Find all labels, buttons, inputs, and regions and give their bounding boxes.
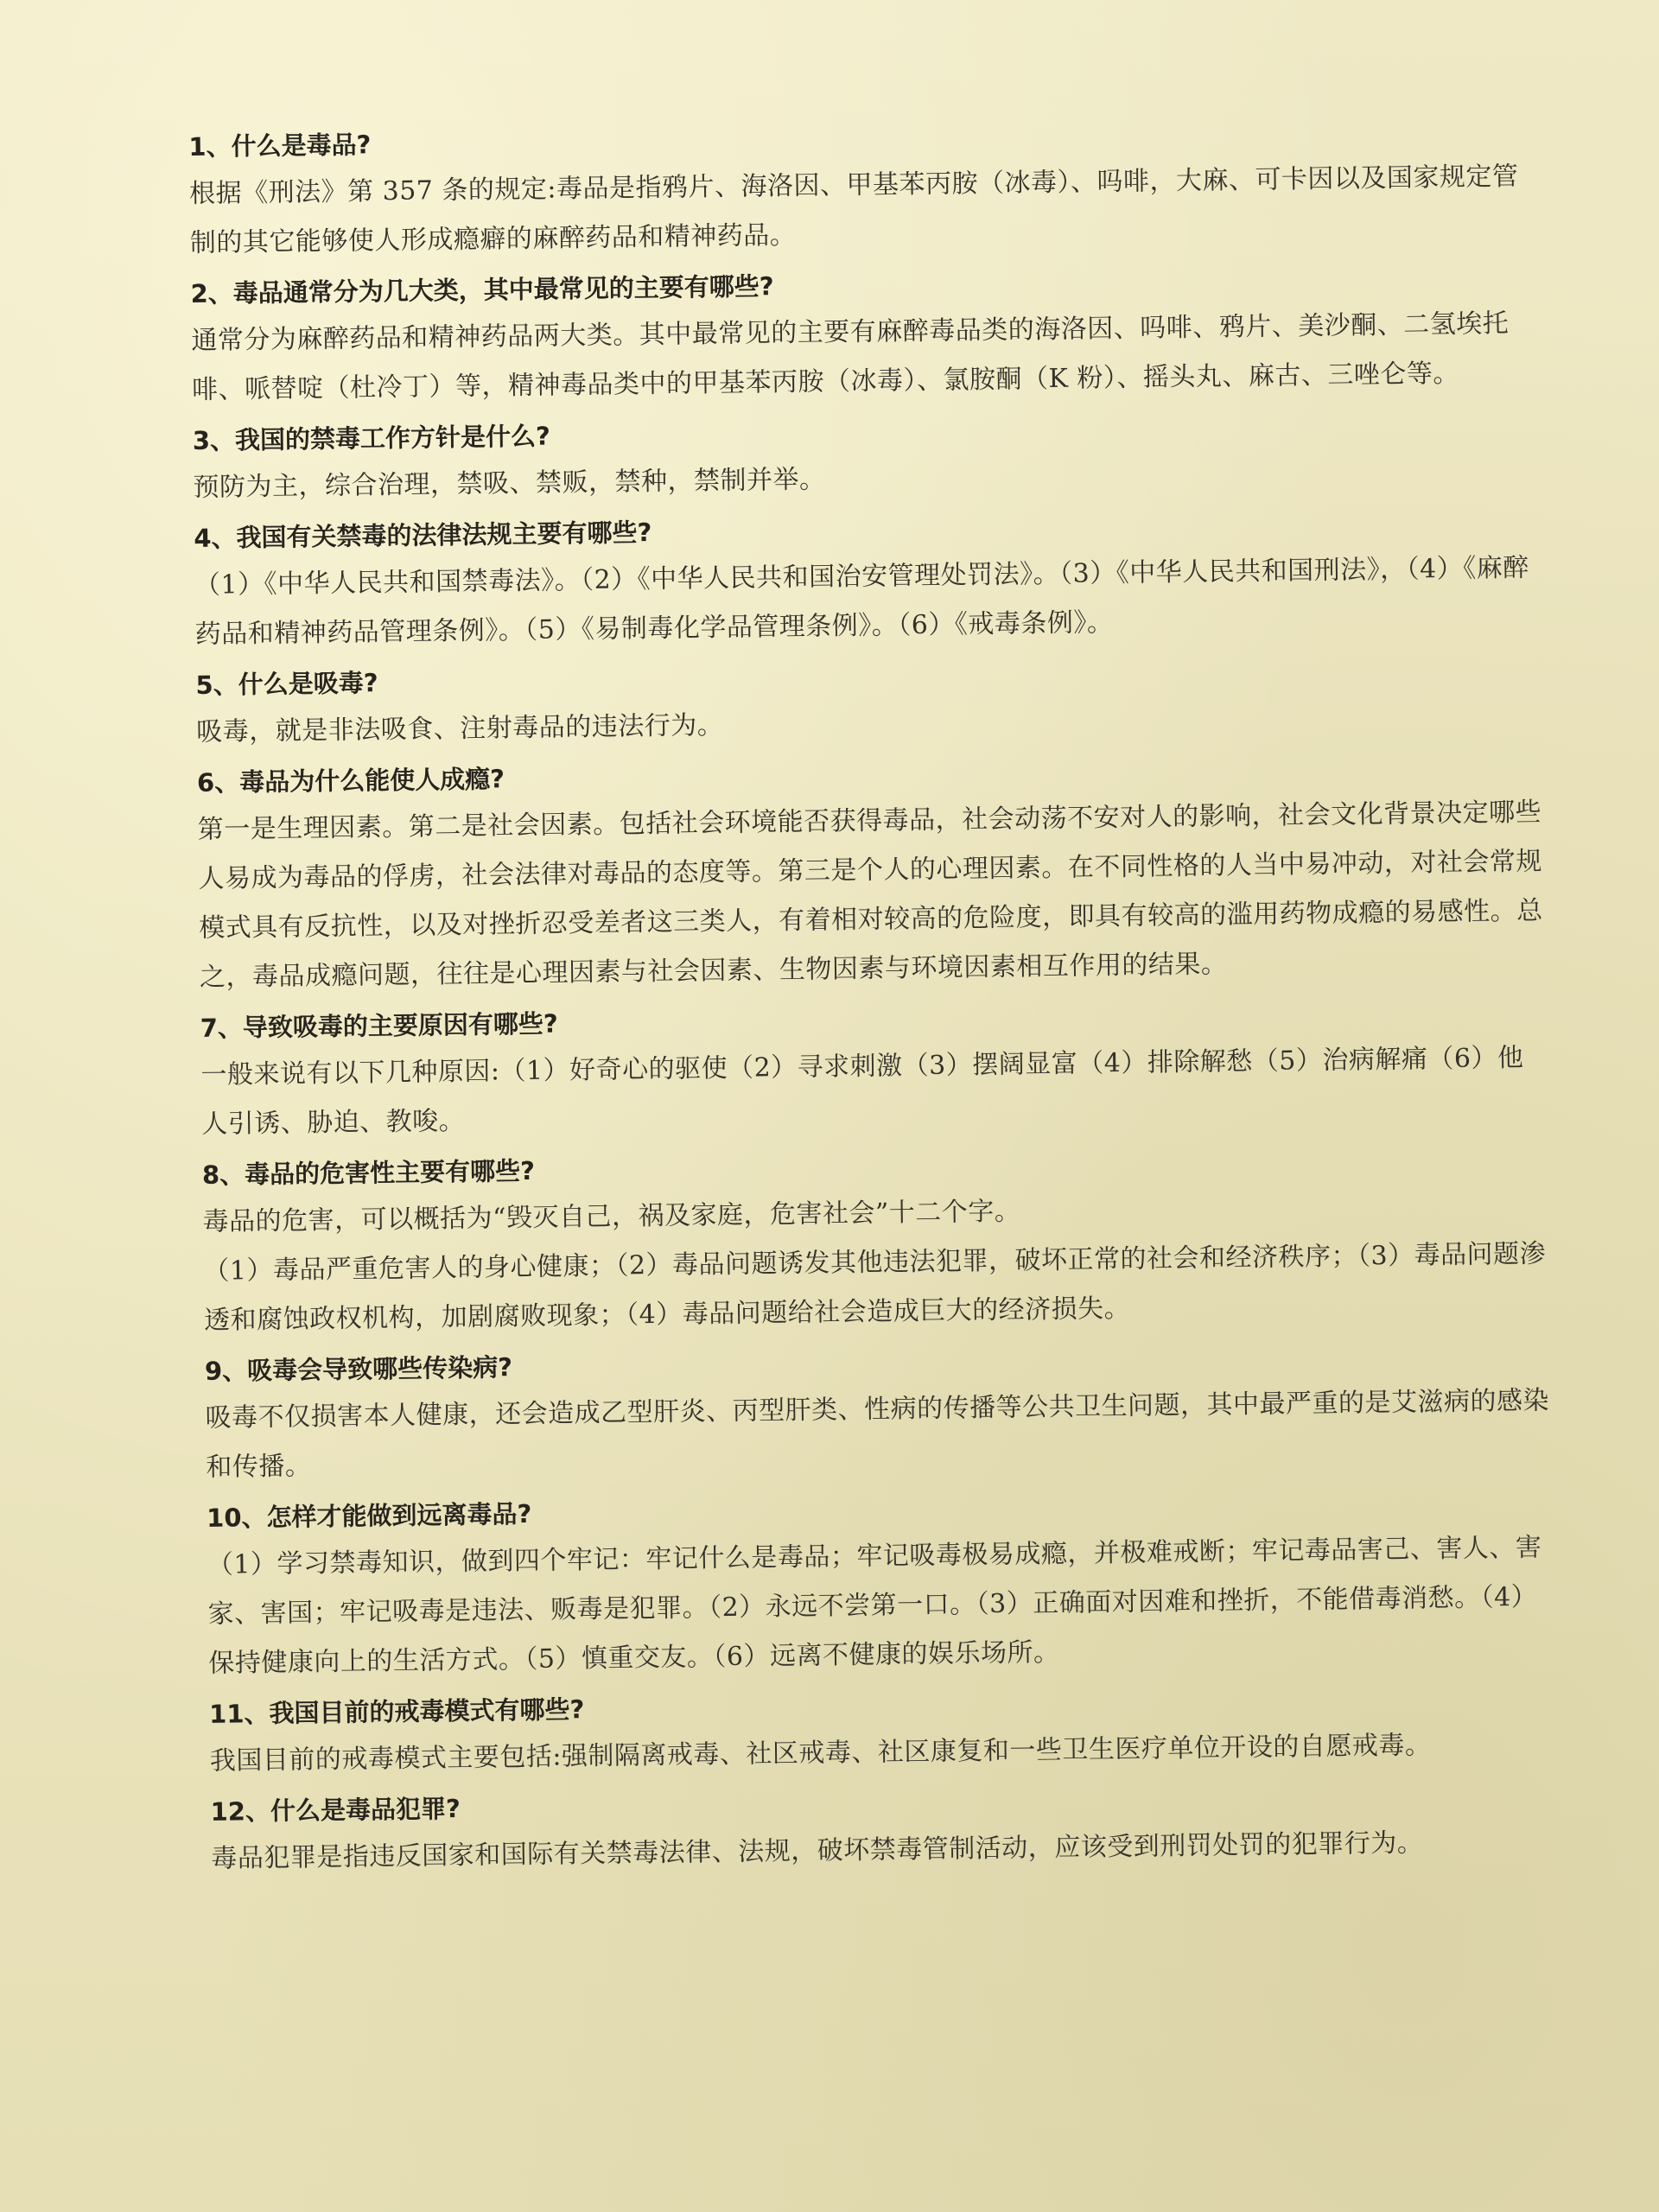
question-heading: 6、毒品为什么能使人成瘾?	[196, 764, 505, 798]
qa-item-7	[200, 991, 1549, 1148]
question-heading: 1、什么是毒品?	[188, 130, 372, 162]
question-heading: 10、怎样才能做到远离毒品?	[206, 1498, 532, 1533]
answer-paragraph: 根据《刑法》第 357 条的规定:毒品是指鸦片、海洛因、甲基苯丙胺（冰毒）、吗啡，大麻、可卡因以及国家规定管制的其它能够使人形成瘾癖的麻醉药品和精神药品。	[188, 161, 1519, 258]
qa-item-9	[205, 1334, 1554, 1491]
qa-item-8	[202, 1138, 1553, 1344]
answer-paragraph: （1）毒品严重危害人的身心健康；（2）毒品问题诱发其他违法犯罪，破坏正常的社会和经济秩序；（3）毒品问题渗透和腐蚀政权机构，加剧腐败现象；（4）毒品问题给社会造成巨大的经济损失。	[203, 1238, 1547, 1336]
question-heading: 9、吸毒会导致哪些传染病?	[204, 1352, 513, 1386]
answer-paragraph: 第一是生理因素。第二是社会因素。包括社会环境能否获得毒品，社会动荡不安对人的影响，社会文化背景决定哪些人易成为毒品的俘虏，社会法律对毒品的态度等。第三是个人的心理因素。在不同性格的人当中易冲动，对社会常规模式具有反抗性，以及对挫折忍受差者这三类人，有着相对较高的危险度，即具有较高的滥用药物成瘾的易感性。总之，毒品成瘾问题，往往是心理因素与社会因素、生物因素与环境因素相互作用的结果。	[197, 797, 1543, 993]
answer-paragraph: （1）《中华人民共和国禁毒法》。（2）《中华人民共和国治安管理处罚法》。（3）《中华人民共和国刑法》，（4）《麻醉药品和精神药品管理条例》。（5）《易制毒化学品管理条例》。（6）《戒毒条例》。	[194, 552, 1529, 650]
answer-paragraph: 通常分为麻醉药品和精神药品两大类。其中最常见的主要有麻醉毒品类的海洛因、吗啡、鸦片、美沙酮、二氢埃托啡、哌替啶（杜冷丁）等，精神毒品类中的甲基苯丙胺（冰毒）、氯胺酮（K 粉）、摇头丸、麻古、三唑仑等。	[191, 308, 1510, 405]
answer-paragraph: （1）学习禁毒知识，做到四个牢记：牢记什么是毒品；牢记吸毒极易成瘾，并极难戒断；牢记毒品害己、害人、害家、害国；牢记吸毒是违法、贩毒是犯罪。（2）永远不尝第一口。（3）正确面对因难和挫折，不能借毒消愁。（4）保持健康向上的生活方式。（5）慎重交友。（6）远离不健康的娱乐场所。	[207, 1532, 1542, 1679]
answer-paragraph: 毒品犯罪是指违反国家和国际有关禁毒法律、法规，破坏禁毒管制活动，应该受到刑罚处罚的犯罪行为。	[211, 1827, 1424, 1874]
qa-item-1	[188, 111, 1538, 268]
question-heading: 4、我国有关禁毒的法律法规主要有哪些?	[194, 518, 652, 553]
question-heading: 5、什么是吸毒?	[195, 668, 378, 700]
answer-paragraph: 预防为主，综合治理，禁吸、禁贩，禁种，禁制并举。	[193, 464, 826, 503]
qa-item-5	[195, 649, 1544, 757]
qa-item-2	[190, 257, 1540, 415]
qa-document	[188, 104, 1560, 1884]
answer-paragraph: 吸毒不仅损害本人健康，还会造成乙型肝炎、丙型肝类、性病的传播等公共卫生问题，其中最严重的是艾滋病的感染和传播。	[205, 1385, 1550, 1483]
qa-item-11	[209, 1677, 1558, 1785]
answer-paragraph: 一般来说有以下几种原因:（1）好奇心的驱使（2）寻求刺激（3）摆阔显富（4）排除解愁（5）治病解痛（6）他人引诱、胁迫、教唆。	[200, 1042, 1524, 1140]
question-heading: 8、毒品的危害性主要有哪些?	[201, 1155, 536, 1190]
qa-item-3	[193, 404, 1541, 512]
answer-paragraph: 我国目前的戒毒模式主要包括:强制隔离戒毒、社区戒毒、社区康复和一些卫生医疗单位开设的自愿戒毒。	[209, 1730, 1432, 1777]
answer-paragraph: 吸毒，就是非法吸食、注射毒品的违法行为。	[196, 709, 724, 747]
qa-item-10	[207, 1481, 1557, 1688]
question-heading: 3、我国的禁毒工作方针是什么?	[192, 421, 551, 455]
qa-item-6	[197, 747, 1548, 1002]
answer-paragraph: 毒品的危害，可以概括为“毁灭自己，祸及家庭，危害社会”十二个字。	[202, 1196, 1021, 1237]
qa-item-4	[194, 502, 1543, 659]
question-heading: 12、什么是毒品犯罪?	[210, 1794, 461, 1827]
question-heading: 7、导致吸毒的主要原因有哪些?	[200, 1008, 558, 1043]
question-heading: 11、我国目前的戒毒模式有哪些?	[208, 1694, 585, 1729]
question-heading: 2、毒品通常分为几大类，其中最常见的主要有哪些?	[190, 271, 774, 308]
qa-item-12	[210, 1775, 1559, 1883]
